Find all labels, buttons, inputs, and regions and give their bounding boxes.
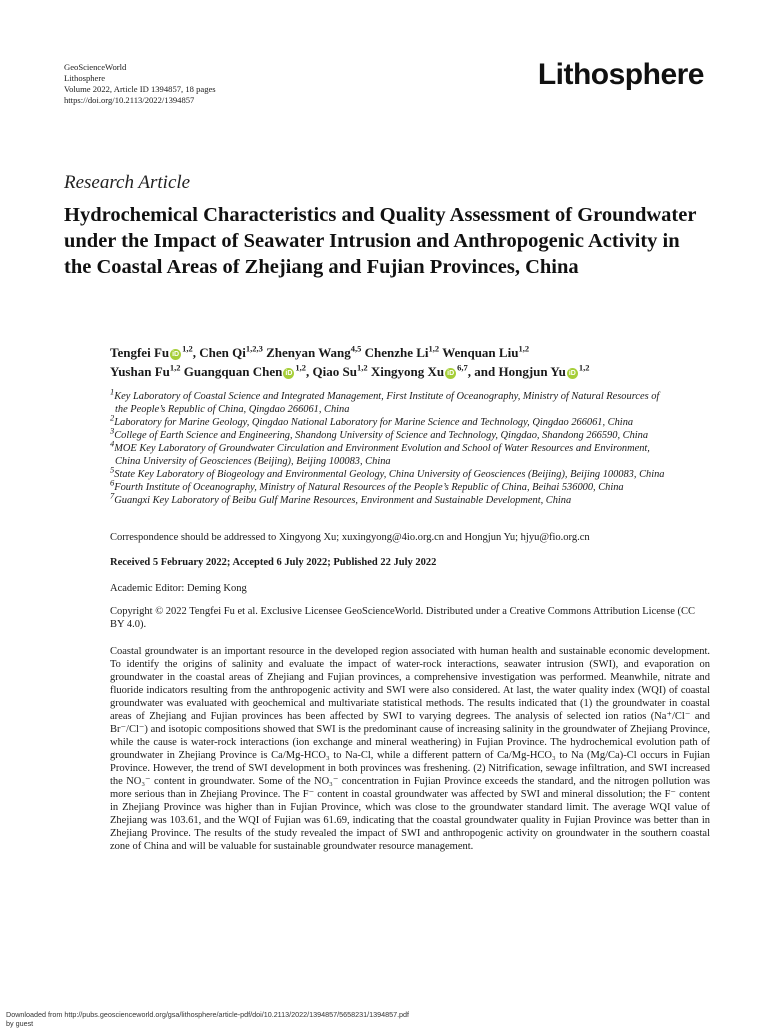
author <box>371 364 468 379</box>
author-name: Wenquan Liu <box>442 345 518 360</box>
author-affiliation-ref: 4,5 <box>351 344 362 354</box>
orcid-icon[interactable]: iD <box>170 349 181 360</box>
correspondence: Correspondence should be addressed to Xingyong Xu; xuxingyong@4io.org.cn and Hongjun Yu; hjyu@fio.org.cn <box>110 531 710 544</box>
abstract: Coastal groundwater is an important resource in the developed region associated with human health and sustainable economic development. To identify the origins of salinity and evaluate the impact of water-rock interactions, seawater intrusion (SWI), and evaporation on groundwater in the coastal areas of Zhejiang and Fujian provinces, a comprehensive investigation was performed. Meanwhile, nitrate and fluoride indicators resulting from the anthropogenic activity and SWI were also considered. At last, the water quality index (WQI) of coastal groundwater was evaluated with geochemical and multivariate statistical methods. The results indicated that (1) the groundwater in coastal areas of Zhejiang and Fujian provinces has been affected by SWI to varying degrees. The analysis of selected ion ratios (Na⁺/Cl⁻ and Br⁻/Cl⁻) and isotopic compositions showed that SWI is the predominant cause of increasing salinity in the groundwater of Zhejiang Province, while the cause is water-rock interactions (ion exchange and mineral weathering) in Fujian Province. The hydrochemical evolution path of groundwater in Zhejiang Province is Ca/Mg-HCO₃ to Na-Cl, while a different pattern of Ca/Mg-HCO₃ to Na (Mg/Ca)-Cl occurs in Fujian Province. However, the trend of SWI development in both provinces was freshening. (2) Nitrification, sewage infiltration, and SWI increased the NO₃⁻ content in groundwater. Some of the NO₃⁻ concentration in Fujian Province exceeds the standard, and the nitrogen pollution was more serious than in Zhejiang Province. The F⁻ content in coastal groundwater was affected by SWI and mineral dissolution; the F⁻ content in Zhejiang Province was higher than in Fujian Province, which was close to the groundwater standard limit. The average WQI value of Zhejiang was 103.61, and the WQI of Fujian was 61.69, indicating that the coastal groundwater quality in Fujian Province was better than in Zhejiang Province. The results of the study revealed the impact of SWI and anthropogenic activity on groundwater in the southern coastal zone of China and will be valuable for sustainable groundwater resource management. <box>110 645 710 853</box>
author-affiliation-ref: 6,7 <box>457 363 468 373</box>
affiliation <box>110 494 710 507</box>
copyright-notice: Copyright © 2022 Tengfei Fu et al. Exclusive Licensee GeoScienceWorld. Distributed under a Creative Commons Attribution License (CC BY 4.0). <box>110 605 710 631</box>
journal-logo: Lithosphere <box>538 58 704 92</box>
affiliation-number: 6 <box>110 478 114 488</box>
academic-editor: Academic Editor: Deming Kong <box>110 582 710 595</box>
author-affiliation-ref: 1,2 <box>170 363 181 373</box>
journal-meta <box>64 62 216 106</box>
author <box>474 364 589 379</box>
affiliation-continuation: the People’s Republic of China, Qingdao 266061, China <box>110 403 710 416</box>
author-affiliation-ref: 1,2 <box>182 344 193 354</box>
author <box>110 364 181 379</box>
author-separator: , <box>306 364 313 379</box>
affiliation-continuation: China University of Geosciences (Beijing), Beijing 100083, China <box>110 455 710 468</box>
volume-line: Volume 2022, Article ID 1394857, 18 pages <box>64 84 216 95</box>
author-name: Xingyong Xu <box>371 364 444 379</box>
affiliation-text: Key Laboratory of Coastal Science and Integrated Management, First Institute of Oceanography, Ministry of Natural Resources of <box>114 391 659 402</box>
author <box>442 345 529 360</box>
affiliation-text: College of Earth Science and Engineering, Shandong University of Science and Technology, Qingdao, Shandong 266590, China <box>114 430 648 441</box>
affiliation-text: MOE Key Laboratory of Groundwater Circulation and Environment Evolution and School of Water Resources and Environment, <box>114 443 650 454</box>
author-name: Chenzhe Li <box>365 345 429 360</box>
author-affiliation-ref: 1,2 <box>357 363 368 373</box>
affiliation-list <box>110 390 710 507</box>
author-name: Zhenyan Wang <box>266 345 351 360</box>
author-separator: , <box>193 345 200 360</box>
author-affiliation-ref: 1,2 <box>579 363 590 373</box>
author <box>184 364 306 379</box>
affiliation-number: 4 <box>110 439 114 449</box>
affiliation-text: Laboratory for Marine Geology, Qingdao National Laboratory for Marine Science and Technology, Qingdao 266061, China <box>114 417 633 428</box>
author-separator: , <box>468 364 475 379</box>
orcid-icon[interactable]: iD <box>283 368 294 379</box>
article-type: Research Article <box>64 172 190 194</box>
paper-title: Hydrochemical Characteristics and Quality Assessment of Groundwater under the Impact of Seawater Intrusion and Anthropogenic Activity in the Coastal Areas of Zhejiang and Fujian Provinces, China <box>64 202 704 280</box>
author-name: Yushan Fu <box>110 364 170 379</box>
affiliation-text: Fourth Institute of Oceanography, Ministry of Natural Resources of the People’s Republic of China, Beihai 536000, China <box>114 482 623 493</box>
author <box>313 364 368 379</box>
doi-link[interactable]: https://doi.org/10.2113/2022/1394857 <box>64 95 216 106</box>
author-name: and Hongjun Yu <box>474 364 566 379</box>
author-name: Guangquan Chen <box>184 364 283 379</box>
author-affiliation-ref: 1,2 <box>295 363 306 373</box>
affiliation-number: 7 <box>110 491 114 501</box>
author-affiliation-ref: 1,2 <box>429 344 440 354</box>
download-link[interactable]: Downloaded from http://pubs.geoscienceworld.org/gsa/lithosphere/article-pdf/doi/10.2113/2022/1394857/5658231/1394857.pdf <box>6 1011 409 1020</box>
affiliation-number: 3 <box>110 426 114 436</box>
author-affiliation-ref: 1,2 <box>518 344 529 354</box>
author <box>110 345 193 360</box>
affiliation <box>110 442 710 455</box>
author <box>199 345 263 360</box>
affiliation <box>110 390 710 403</box>
affiliation-number: 5 <box>110 465 114 475</box>
author <box>365 345 440 360</box>
affiliation <box>110 481 710 494</box>
affiliation-number: 2 <box>110 413 114 423</box>
affiliation <box>110 416 710 429</box>
orcid-icon[interactable]: iD <box>445 368 456 379</box>
author-list <box>110 343 730 381</box>
affiliation <box>110 468 710 481</box>
download-footer <box>6 1011 409 1028</box>
affiliation-text: Guangxi Key Laboratory of Beibu Gulf Marine Resources, Environment and Sustainable Development, China <box>114 495 571 506</box>
affiliation <box>110 429 710 442</box>
author-name: Qiao Su <box>313 364 357 379</box>
download-by: by guest <box>6 1020 409 1028</box>
publication-dates: Received 5 February 2022; Accepted 6 July 2022; Published 22 July 2022 <box>110 556 710 569</box>
author-name: Chen Qi <box>199 345 246 360</box>
author-name: Tengfei Fu <box>110 345 169 360</box>
orcid-icon[interactable]: iD <box>567 368 578 379</box>
author-affiliation-ref: 1,2,3 <box>246 344 263 354</box>
affiliation-number: 1 <box>110 387 114 397</box>
affiliation-text: State Key Laboratory of Biogeology and Environmental Geology, China University of Geosciences (Beijing), Beijing 100083, China <box>114 469 664 480</box>
journal-name: Lithosphere <box>64 73 216 84</box>
author <box>266 345 361 360</box>
publisher-name: GeoScienceWorld <box>64 62 216 73</box>
